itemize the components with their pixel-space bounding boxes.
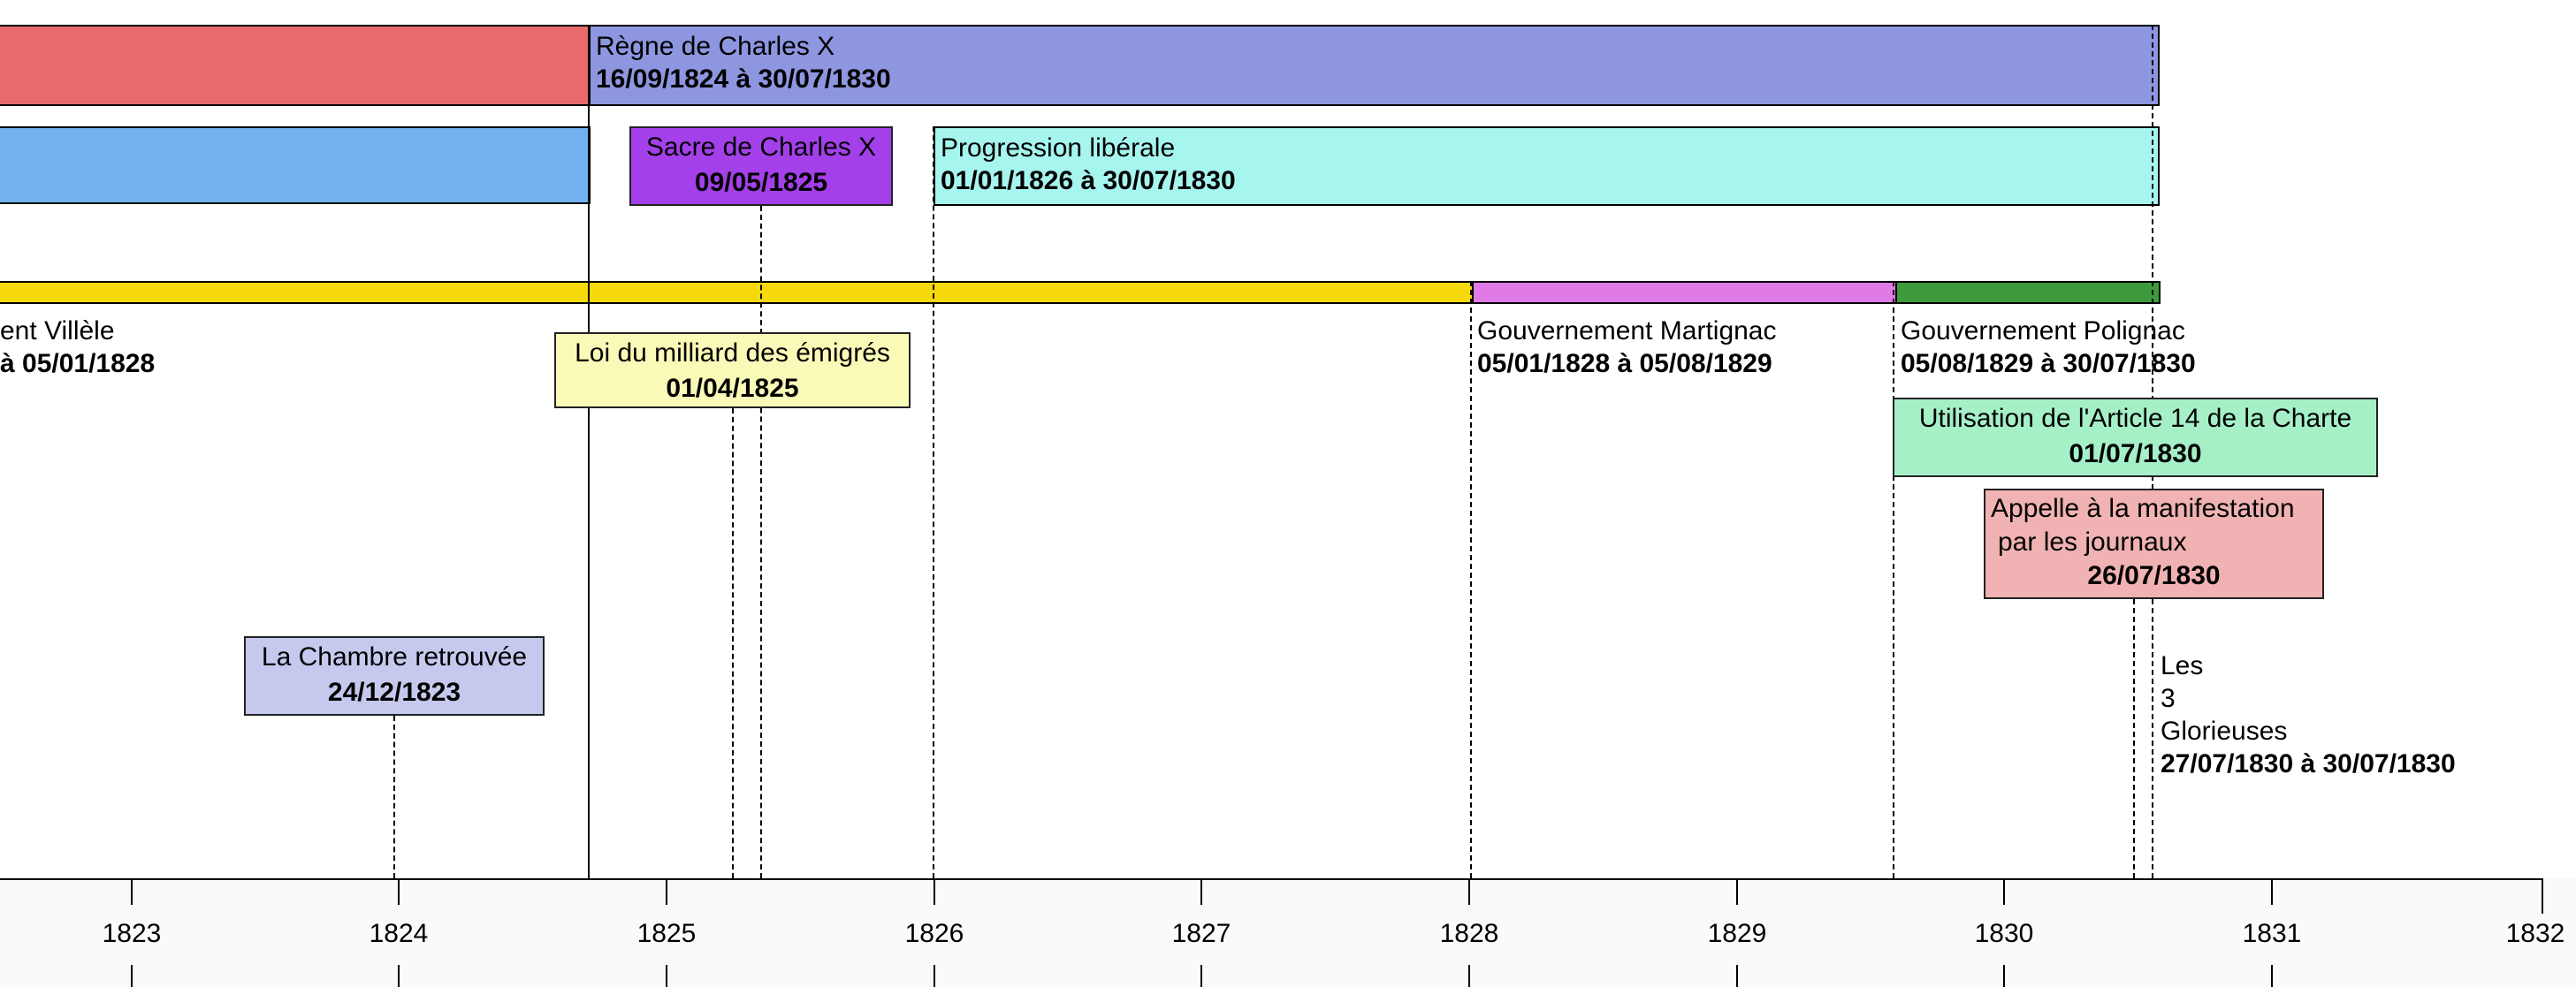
glorieuses-line-3: Glorieuses <box>2161 717 2288 746</box>
sacre-event-date: 09/05/1825 <box>694 168 828 197</box>
martignac-government-bar <box>1472 281 1897 304</box>
tick-1828-top <box>1468 878 1470 905</box>
left-blue-bar <box>0 126 591 204</box>
article14-event-date: 01/07/1830 <box>2069 439 2202 468</box>
chambre-line <box>393 716 395 878</box>
tick-1827-top <box>1200 878 1202 905</box>
tick-1831-bottom <box>2271 965 2273 987</box>
tick-1830-bottom <box>2003 965 2005 987</box>
journaux-event-line2: par les journaux <box>1998 528 2187 557</box>
sacre-event-title: Sacre de Charles X <box>645 133 877 162</box>
martignac-government-dates: 05/01/1828 à 05/08/1829 <box>1477 349 1772 378</box>
tick-1826-bottom <box>934 965 935 987</box>
year-label-1832: 1832 <box>2505 919 2565 948</box>
glorieuses-label <box>2161 649 2456 780</box>
chambre-event-date: 24/12/1823 <box>327 678 461 707</box>
tick-1829-bottom <box>1736 965 1738 987</box>
villele-government-bar <box>0 281 1474 304</box>
liberal-progression-dates: 01/01/1826 à 30/07/1830 <box>941 166 1236 195</box>
left-red-bar <box>0 25 591 106</box>
milliard-event-box <box>554 332 911 408</box>
year-label-1825: 1825 <box>636 919 697 948</box>
tick-1827-bottom <box>1200 965 1202 987</box>
sacre-event-box <box>629 126 893 206</box>
liberal-progression-label <box>941 132 1236 197</box>
year-label-1824: 1824 <box>369 919 429 948</box>
polignac-government-bar <box>1895 281 2161 304</box>
martignac-government-title: Gouvernement Martignac <box>1477 316 1777 345</box>
villele-government-dates: à 05/01/1828 <box>0 349 156 378</box>
glorieuses-line-1: Les <box>2161 651 2204 680</box>
milliard-event-date: 01/04/1825 <box>666 374 799 403</box>
tick-1823-top <box>131 878 133 905</box>
year-label-1826: 1826 <box>904 919 964 948</box>
tick-1824-top <box>398 878 400 905</box>
martignac-government-label <box>1477 315 1777 380</box>
sacre-line <box>760 206 762 878</box>
tick-1824-bottom <box>398 965 400 987</box>
reign-start-line <box>588 25 590 878</box>
year-label-1830: 1830 <box>1974 919 2034 948</box>
polignac-government-dates: 05/08/1829 à 30/07/1830 <box>1901 349 2196 378</box>
charles-x-reign-dates: 16/09/1824 à 30/07/1830 <box>596 65 891 94</box>
villele-government-label <box>0 315 155 380</box>
axis-line <box>0 878 2542 880</box>
journaux-event-line1: Appelle à la manifestation <box>1991 494 2295 523</box>
villele-government-title: ent Villèle <box>0 316 115 345</box>
journaux-line <box>2133 599 2135 878</box>
year-label-1829: 1829 <box>1707 919 1767 948</box>
year-label-1828: 1828 <box>1439 919 1499 948</box>
tick-1825-bottom <box>666 965 667 987</box>
glorieuses-dates: 27/07/1830 à 30/07/1830 <box>2161 749 2456 778</box>
year-label-1831: 1831 <box>2242 919 2302 948</box>
martignac-start-line <box>1470 281 1472 878</box>
polignac-start-line <box>1893 281 1894 878</box>
charles-x-reign-label <box>596 30 891 95</box>
tick-1823-bottom <box>131 965 133 987</box>
article14-event-title: Utilisation de l'Article 14 de la Charte <box>1918 404 2352 433</box>
tick-1830-top <box>2003 878 2005 905</box>
charles-x-reign-title: Règne de Charles X <box>596 32 835 61</box>
tick-1826-top <box>934 878 935 905</box>
milliard-event-title: Loi du milliard des émigrés <box>575 338 890 368</box>
journaux-event-date: 26/07/1830 <box>2087 561 2221 590</box>
glorieuses-line-2: 3 <box>2161 684 2176 713</box>
journaux-event-box <box>1984 489 2324 599</box>
tick-1829-top <box>1736 878 1738 905</box>
tick-1828-bottom <box>1468 965 1470 987</box>
year-label-1827: 1827 <box>1171 919 1231 948</box>
liberal-progression-title: Progression libérale <box>941 133 1176 163</box>
tick-1825-top <box>666 878 667 905</box>
chambre-event-title: La Chambre retrouvée <box>261 642 528 672</box>
axis-right-edge <box>2542 878 2543 914</box>
tick-1831-top <box>2271 878 2273 905</box>
liberal-start-line <box>933 126 934 878</box>
chambre-event-box <box>244 636 545 716</box>
year-label-1823: 1823 <box>102 919 162 948</box>
milliard-line <box>732 408 734 878</box>
article14-event-box <box>1893 398 2378 477</box>
polignac-government-title: Gouvernement Polignac <box>1901 316 2185 345</box>
